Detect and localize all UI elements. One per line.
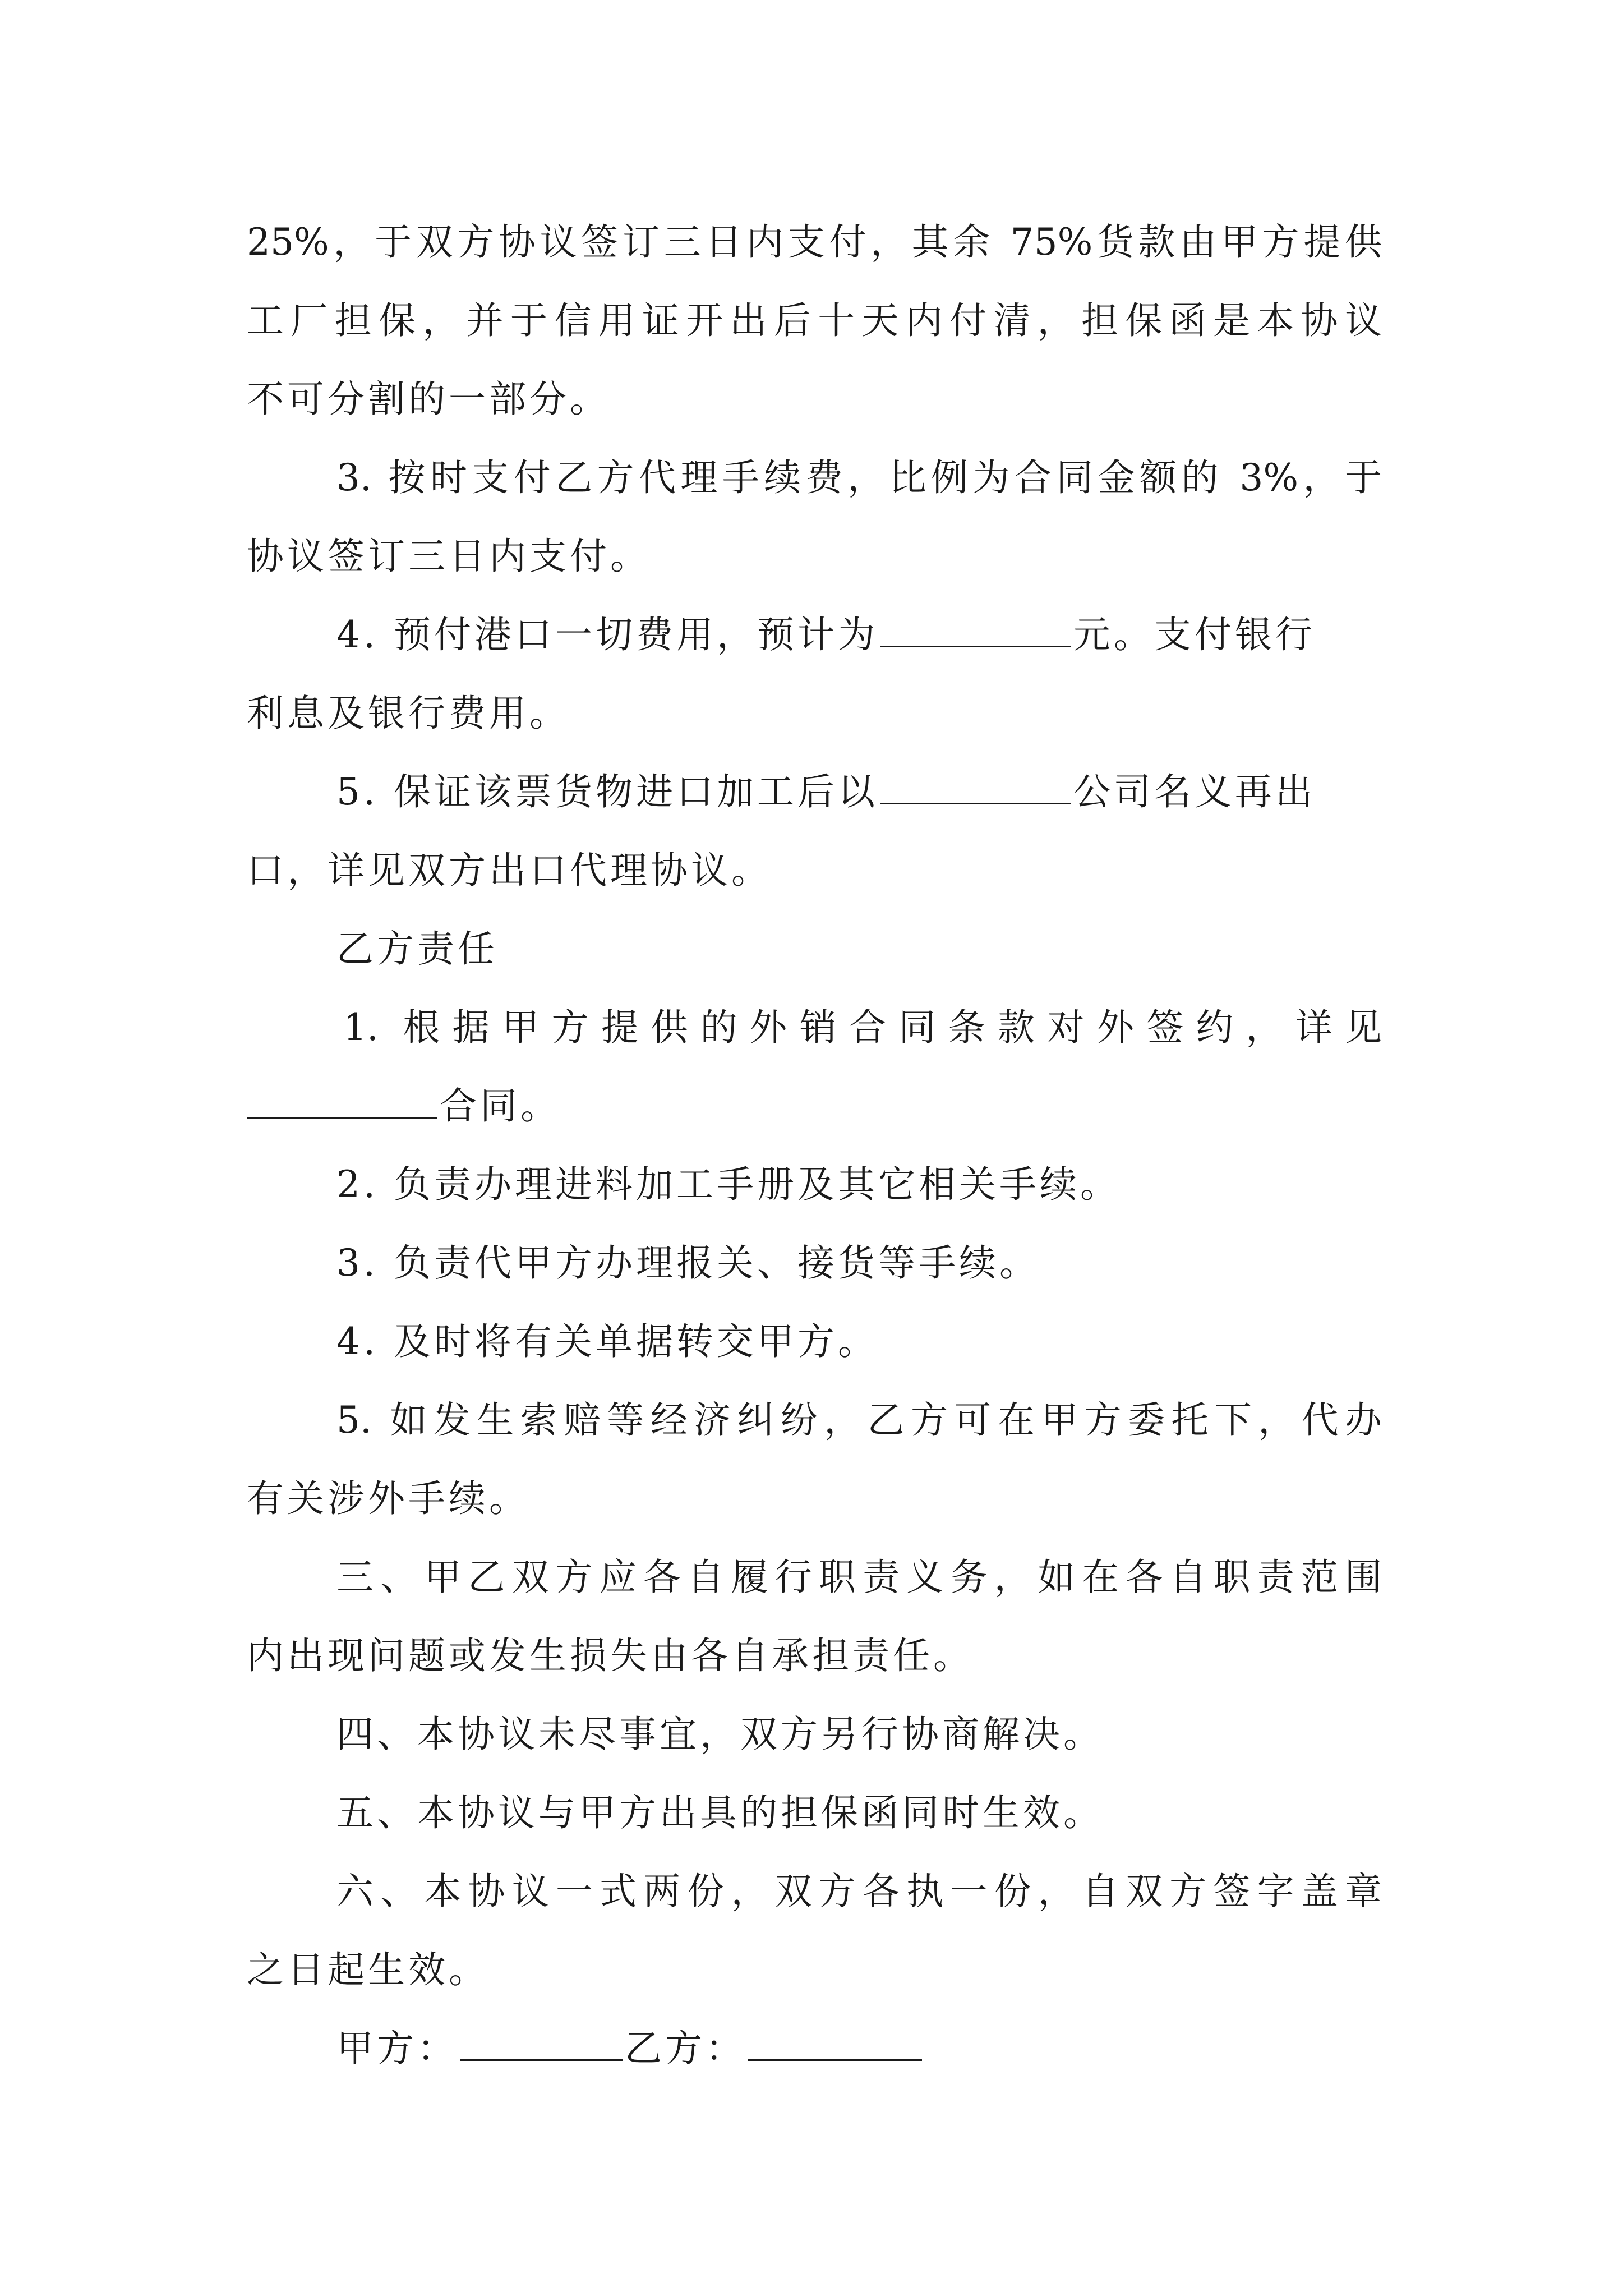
paragraph-line: 5. 如发生索赔等经济纠纷，乙方可在甲方委托下，代办 xyxy=(336,1398,1382,1442)
paragraph-line: 25%，于双方协议签订三日内支付，其余 75%货款由甲方提供 xyxy=(247,220,1382,264)
party-a-label: 甲方： xyxy=(336,2027,458,2070)
paragraph-line: 1. 根据甲方提供的外销合同条款对外签约，详见 xyxy=(343,1006,1382,1049)
paragraph-line: 之日起生效。 xyxy=(247,1948,489,1991)
paragraph-line xyxy=(336,770,1316,815)
paragraph-line: 3. 按时支付乙方代理手续费，比例为合同金额的 3%，于 xyxy=(336,456,1382,499)
text-segment: 4. 预付港口一切费用，预计为 xyxy=(336,613,878,656)
paragraph-line: 四、本协议未尽事宜，双方另行协商解决。 xyxy=(336,1713,1104,1756)
paragraph-line: 4. 及时将有关单据转交甲方。 xyxy=(336,1320,878,1363)
text-segment: 公司名义再出 xyxy=(1073,770,1316,813)
paragraph-line: 工厂担保，并于信用证开出后十天内付清，担保函是本协议 xyxy=(247,299,1382,342)
text-segment: 5. 保证该票货物进口加工后以 xyxy=(336,770,878,813)
section-heading: 乙方责任 xyxy=(336,927,498,970)
fill-in-blank[interactable] xyxy=(880,770,1071,804)
paragraph-line: 有关涉外手续。 xyxy=(247,1477,529,1520)
party-a-signature-blank[interactable] xyxy=(460,2027,623,2061)
paragraph-line: 利息及银行费用。 xyxy=(247,692,570,735)
text-segment: 元。支付银行 xyxy=(1073,613,1316,656)
party-b-label: 乙方： xyxy=(625,2027,746,2070)
paragraph-line: 2. 负责办理进料加工手册及其它相关手续。 xyxy=(336,1163,1121,1206)
text-segment: 合同。 xyxy=(440,1084,561,1128)
paragraph-line: 六、本协议一式两份，双方各执一份，自双方签字盖章 xyxy=(336,1870,1382,1913)
paragraph-line xyxy=(336,613,1316,657)
paragraph-line: 内出现问题或发生损失由各自承担责任。 xyxy=(247,1634,974,1677)
party-b-signature-blank[interactable] xyxy=(748,2027,922,2061)
fill-in-blank[interactable] xyxy=(247,1084,437,1119)
paragraph-line: 3. 负责代甲方办理报关、接货等手续。 xyxy=(336,1241,1040,1285)
paragraph-line: 口，详见双方出口代理协议。 xyxy=(247,849,772,892)
paragraph-line xyxy=(247,1084,561,1129)
fill-in-blank[interactable] xyxy=(880,613,1071,647)
signature-line xyxy=(336,2026,924,2071)
paragraph-line: 不可分割的一部分。 xyxy=(247,378,610,421)
paragraph-line: 五、本协议与甲方出具的担保函同时生效。 xyxy=(336,1791,1104,1834)
paragraph-line: 协议签订三日内支付。 xyxy=(247,535,651,578)
paragraph-line: 三、甲乙双方应各自履行职责义务，如在各自职责范围 xyxy=(336,1556,1382,1599)
